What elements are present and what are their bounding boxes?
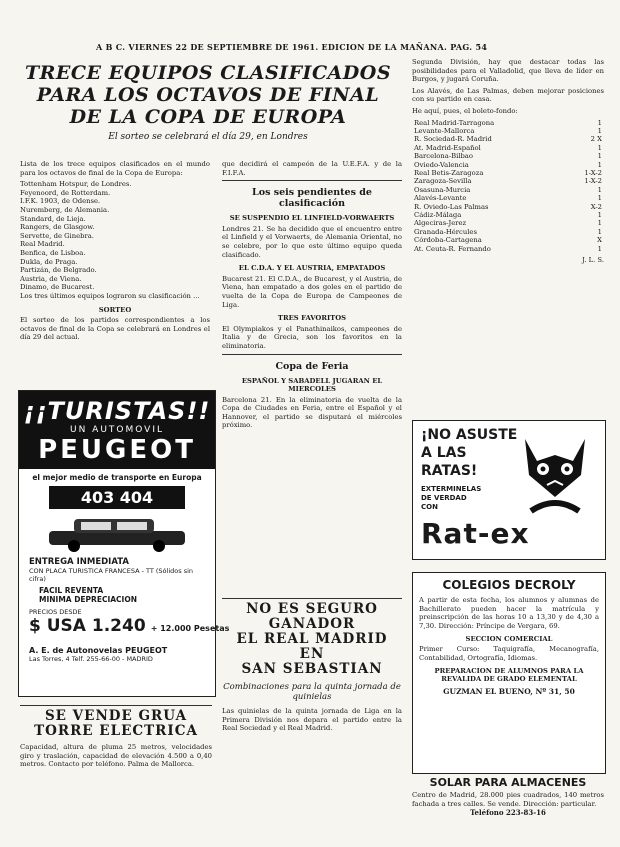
right-text-1: Segunda División, hay que destacar todas las posibilidades para el Valladolid, que lleva de líder en Burgos, y jugará Coruña.: [412, 58, 604, 84]
team-item: Servette, de Ginebra.: [20, 231, 94, 240]
team-item: Real Madrid.: [20, 240, 65, 249]
quiniela-match: Zaragoza-Sevilla: [414, 177, 472, 186]
classified-solar-text: Centro de Madrid, 28.000 pies cuadrados, 140 metros fachada a tres calles. Se vende. Dirección: particular.: [412, 791, 604, 808]
quiniela-row: [412, 203, 604, 211]
peugeot-dealer: A. E. de Autonovelas PEUGEOT: [29, 646, 168, 655]
quiniela-match: Alavés-Levante: [414, 194, 467, 203]
peugeot-price-label: PRECIOS DESDE: [29, 608, 82, 616]
quiniela-sign: 1: [597, 211, 602, 220]
quiniela-sign: 1: [597, 244, 602, 253]
mid-headline-text: Las quinielas de la quinta jornada de Liga en la Primera División nos depara el partido entre la Real Sociedad y el Real Madrid.: [222, 707, 402, 733]
sorteo-title: SORTEO: [98, 305, 132, 314]
decroly-ad: [412, 572, 606, 774]
quiniela-match: Real Madrid-Tarragona: [414, 118, 495, 127]
peugeot-slogan: el mejor medio de transporte en Europa: [32, 473, 202, 482]
quiniela-sign: X: [597, 236, 602, 245]
quiniela-sign: 1: [597, 194, 602, 203]
quiniela-match: At. Ceuta-R. Fernando: [414, 244, 491, 253]
quiniela-match: Oviedo-Valencia: [414, 160, 469, 169]
section-title-pending: Los seis pendientes de clasificación: [252, 187, 372, 210]
ratex-line1: ¡NO ASUSTE: [421, 427, 518, 443]
main-headline-block: [22, 62, 394, 157]
middle-headline-block: [222, 595, 402, 835]
peugeot-models: 403 404: [49, 486, 185, 509]
classified-solar: [412, 776, 604, 840]
quiniela-sign: 2 X: [590, 135, 602, 144]
team-item: Partizán, de Belgrado.: [20, 266, 97, 275]
team-item: Tottenham Hotspur, de Londres.: [20, 180, 132, 189]
quiniela-match: Levante-Mallorca: [414, 126, 475, 135]
quiniela-row: [412, 194, 604, 202]
team-item: Dukla, de Praga.: [20, 257, 78, 266]
team-item: Feyenoord, de Rotterdam.: [20, 188, 111, 197]
sorteo-text: El sorteo de los partidos correspondientes a los octavos de final de la Copa se celebrará en Londres el día 29 del actual.: [20, 316, 210, 342]
ratex-line6: CON: [421, 503, 438, 511]
headline-line-1: TRECE EQUIPOS CLASIFICADOS: [24, 62, 392, 84]
decroly-prep: PREPARACION DE ALUMNOS PARA LA REVALIDA DE GRADO ELEMENTAL: [434, 666, 584, 683]
sub3-title: TRES FAVORITOS: [277, 314, 347, 323]
ratex-ad: [412, 420, 606, 560]
quiniela-row: [412, 152, 604, 160]
sub2-text: Bucarest 21. El C.D.A., de Bucarest, y el Austria, de Viena, han empatado a dos goles en el partido de vuelta de la Copa de Europa de Campeones de Liga.: [222, 274, 402, 309]
quiniela-row: [412, 186, 604, 194]
peugeot-delivery: ENTREGA INMEDIATA: [29, 557, 129, 567]
article-middle-column: [222, 160, 402, 580]
peugeot-delivery2: CON PLACA TURISTICA FRANCESA - TT (Sólidos sin cifra): [29, 567, 194, 583]
quiniela-match: Osasuna-Murcia: [414, 185, 471, 194]
headline-line-3: DE LA COPA DE EUROPA: [69, 106, 347, 128]
quiniela-match: Córdoba-Cartagena: [414, 236, 482, 245]
quiniela-sign: 1-X-2: [584, 177, 602, 186]
team-item: Benfica, de Lisboa.: [20, 248, 86, 257]
decroly-text: A partir de esta fecha, los alumnos y alumnas de Bachillerato pueden hacer la matrícula y preinscripción de las horas 10 a 13,30 y de 4,30 a 7,30. Dirección: Príncipe de Vergara, 69.: [419, 596, 599, 630]
sub4b-title: ESPAÑOL Y SABADELL JUGARAN EL MIERCOLES: [241, 376, 383, 394]
article-right-column: [412, 58, 604, 438]
sub4-text: Barcelona 21. En la eliminatoria de vuelta de la Copa de Ciudades en Feria, entre el Español y el Hannover, el partido se disputará el miércoles próximo.: [222, 395, 402, 430]
quiniela-sign: 1: [597, 160, 602, 169]
quiniela-match: Algeciras-Jerez: [414, 219, 467, 228]
quiniela-row: [412, 127, 604, 135]
mid-headline-sub: Combinaciones para la quinta jornada de quinielas: [223, 682, 401, 702]
quiniela-match: At. Madrid-Español: [414, 143, 481, 152]
decroly-sub-text: Primer Curso: Taquigrafía, Mecanografía, Contabilidad, Ortografía, Idiomas.: [419, 645, 599, 662]
peugeot-address: Las Torres, 4 Telf. 255-66-00 - MADRID: [29, 655, 153, 663]
peugeot-price: $ USA 1.240: [29, 616, 146, 636]
quiniela-row: [412, 211, 604, 219]
middle-intro: que decidirá el campeón de la U.E.F.A. y de la F.I.F.A.: [222, 160, 402, 177]
quiniela-match: Cádiz-Málaga: [414, 211, 462, 220]
article-left-column: [20, 160, 210, 385]
team-item: Dinamo, de Bucarest.: [20, 283, 95, 292]
right-text-2: Los Alavés, de Las Palmas, deben mejorar posiciones con su partido en casa.: [412, 86, 604, 104]
sub4-title: Copa de Feria: [275, 360, 349, 372]
peugeot-bullet2: MINIMA DEPRECIACION: [39, 595, 137, 604]
sub1-title: SE SUSPENDIO EL LINFIELD-VORWAERTS: [229, 214, 395, 223]
cat-icon: [511, 425, 599, 517]
ratex-line4: EXTERMINELAS: [421, 485, 482, 493]
classified-grua-title: SE VENDE GRUA TORRE ELECTRICA: [34, 708, 198, 739]
pool-title: He aquí, pues, el boleto-fondo:: [412, 106, 518, 115]
decroly-title: COLEGIOS DECROLY: [442, 578, 576, 592]
team-list: [20, 180, 210, 292]
headline-subhead: El sorteo se celebrará el día 29, en Londres: [108, 132, 308, 142]
sub2-title: EL C.D.A. Y EL AUSTRIA, EMPATADOS: [238, 264, 386, 273]
quiniela-match: R. Oviedo-Las Palmas: [414, 202, 489, 211]
quiniela-row: [412, 135, 604, 143]
quiniela-sign: X-2: [590, 202, 602, 211]
ratex-brand: Rat-ex: [421, 517, 530, 550]
article-tail: Los tres últimos equipos lograron su clasificación ...: [20, 291, 200, 300]
headline-line-2: PARA LOS OCTAVOS DE FINAL: [36, 84, 380, 106]
classified-grua: [20, 702, 212, 832]
peugeot-bullet1: FACIL REVENTA: [39, 586, 104, 595]
decroly-address: GUZMAN EL BUENO, Nº 31, 50: [443, 686, 575, 696]
decroly-sub-title: SECCION COMERCIAL: [465, 635, 553, 644]
peugeot-price-alt: + 12.000 Pesetas: [150, 624, 230, 633]
article-intro: Lista de los trece equipos clasificados en el mundo para los octavos de final de la Copa de Europa:: [20, 160, 210, 177]
ratex-line2: A LAS: [421, 445, 467, 461]
quiniela-match: R. Sociedad-R. Madrid: [414, 135, 492, 144]
quiniela-row: [412, 228, 604, 236]
quiniela-sign: 1: [597, 118, 602, 127]
quiniela-row: [412, 245, 604, 253]
quiniela-sign: 1: [597, 152, 602, 161]
mid-headline-3: SAN SEBASTIAN: [241, 661, 383, 677]
peugeot-tagline: ¡¡TURISTAS!!: [23, 397, 211, 425]
mid-headline-2: EL REAL MADRID EN: [236, 631, 388, 662]
quiniela-match: Barcelona-Bilbao: [414, 152, 473, 161]
sub1-text: Londres 21. Se ha decidido que el encuentro entre el Linfield y el Vorwaerts, de Alemania Oriental, no se celebre, por lo que este último equipo queda clasificado.: [222, 224, 402, 259]
mid-headline-1: NO ES SEGURO GANADOR: [246, 601, 378, 632]
quiniela-row: [412, 144, 604, 152]
quiniela-sign: 1: [597, 219, 602, 228]
quiniela-table: [412, 119, 604, 254]
quiniela-sign: 1: [597, 126, 602, 135]
peugeot-ad: [18, 390, 230, 697]
quiniela-row: [412, 119, 604, 127]
team-item: Standard, de Lieja.: [20, 214, 86, 223]
quiniela-row: [412, 177, 604, 185]
classified-grua-text: Capacidad, altura de pluma 25 metros, velocidades giro y traslación, capacidad de elevación 4.500 a 0,40 metros. Contacto por teléfono. Palma de Mallorca.: [20, 743, 212, 769]
ratex-line3: RATAS!: [421, 463, 478, 479]
team-item: I.F.K. 1903, de Odense.: [20, 197, 101, 206]
quiniela-row: [412, 161, 604, 169]
team-item: Rangers, de Glasgow.: [20, 223, 95, 232]
classified-solar-phone: Teléfono 223-83-16: [470, 808, 546, 818]
ratex-line5: DE VERDAD: [421, 494, 467, 502]
quiniela-row: [412, 169, 604, 177]
peugeot-line2: UN AUTOMOVIL: [69, 425, 165, 435]
quiniela-sign: 1: [597, 227, 602, 236]
classified-solar-title: SOLAR PARA ALMACENES: [429, 776, 587, 789]
car-illustration-icon: [19, 513, 215, 555]
quiniela-row: [412, 219, 604, 227]
quiniela-row: [412, 236, 604, 244]
quiniela-sign: 1: [597, 143, 602, 152]
signature: J. L. S.: [582, 256, 604, 265]
team-item: Austria, de Viena.: [20, 274, 82, 283]
sub3-text: El Olympiakos y el Panathinaikos, campeones de Italia y de Grecia, son los favoritos en la eliminatoria.: [222, 324, 402, 350]
quiniela-match: Granada-Hércules: [414, 227, 477, 236]
page-header: A B C. VIERNES 22 DE SEPTIEMBRE DE 1961. EDICION DE LA MAÑANA. PAG. 54: [96, 42, 488, 52]
quiniela-sign: 1-X-2: [584, 169, 602, 177]
team-item: Nuremberg, de Alemania.: [20, 205, 110, 214]
quiniela-match: Real Betis-Zaragoza: [414, 169, 484, 177]
peugeot-brand: PEUGEOT: [38, 435, 196, 465]
quiniela-sign: 1: [597, 185, 602, 194]
